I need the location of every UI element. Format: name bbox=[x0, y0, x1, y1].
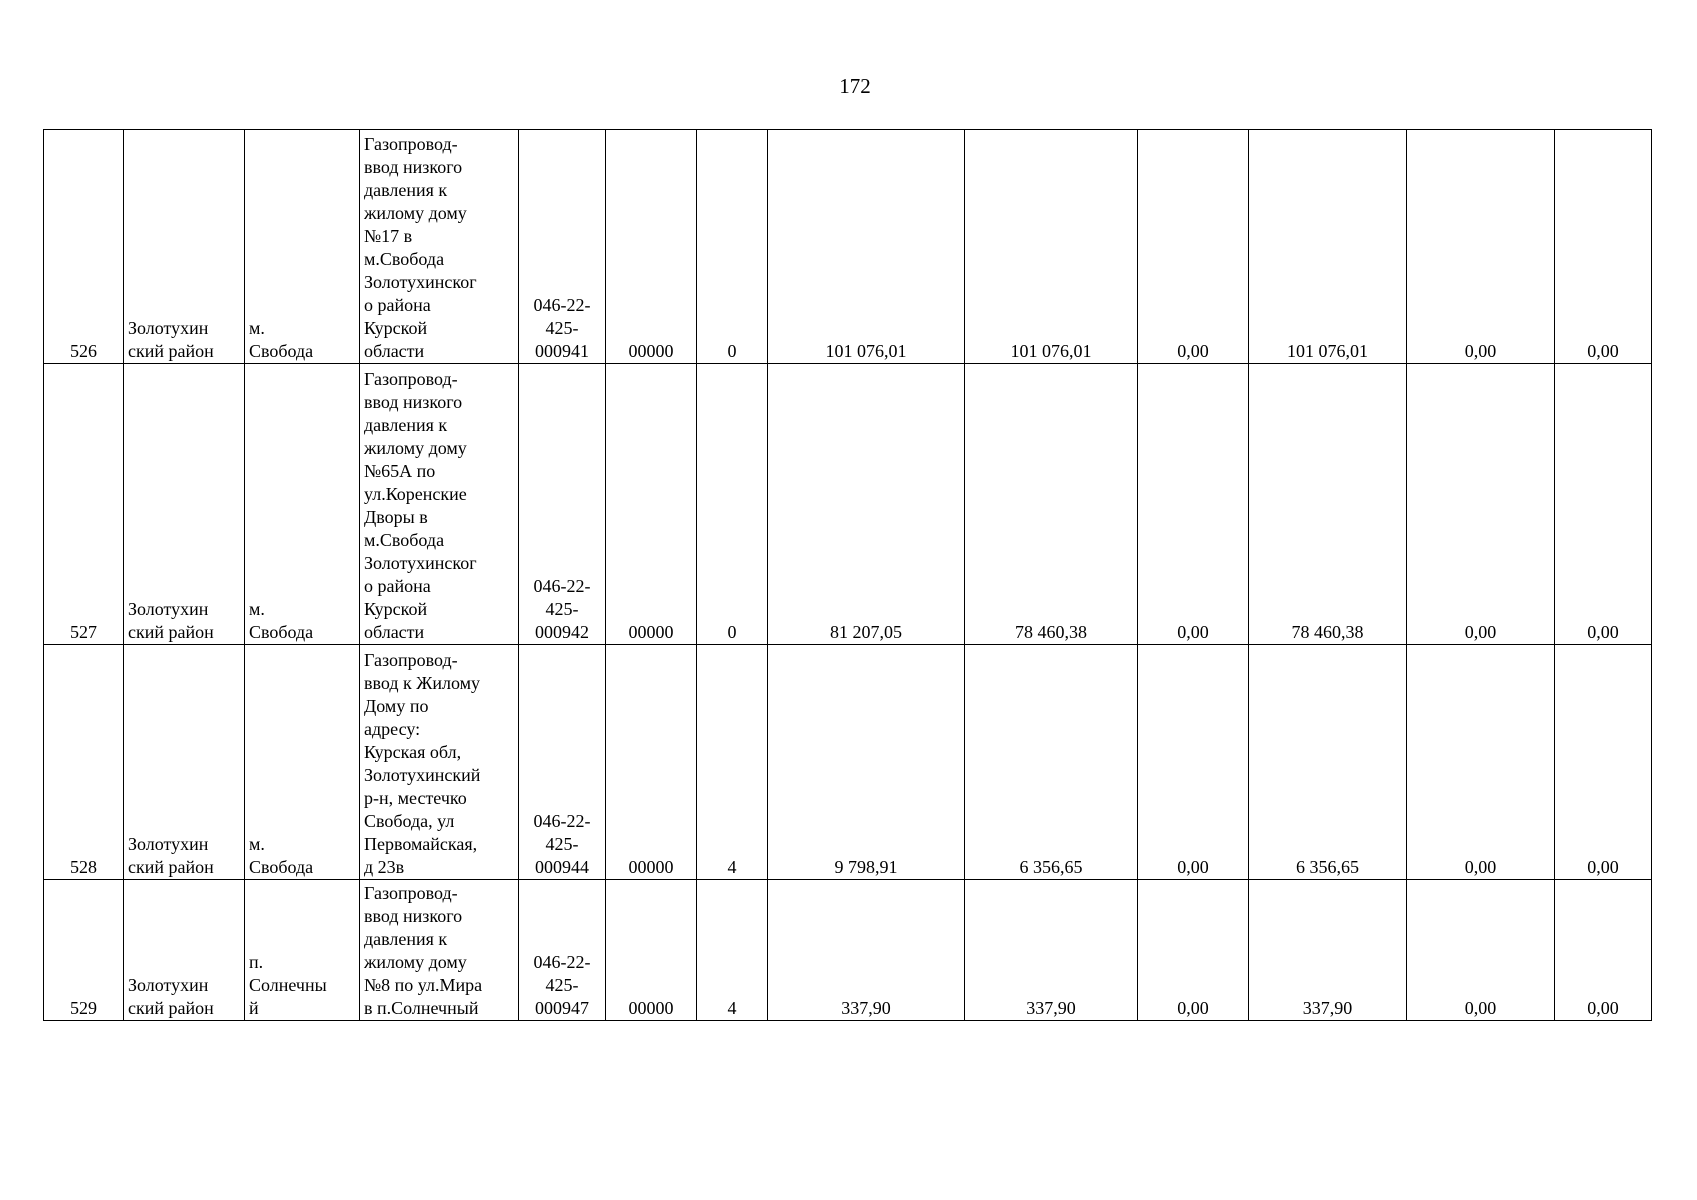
value-cell-6: 0,00 bbox=[1555, 645, 1652, 880]
cadastral-code-cell: 046-22- 425- 000944 bbox=[519, 645, 606, 880]
cadastral-code-cell: 046-22- 425- 000941 bbox=[519, 130, 606, 364]
code-cell: 00000 bbox=[606, 364, 697, 645]
table-row bbox=[44, 364, 1652, 645]
value-cell-4: 101 076,01 bbox=[1249, 130, 1407, 364]
row-number: 529 bbox=[44, 880, 124, 1021]
code-cell: 00000 bbox=[606, 880, 697, 1021]
code-cell: 00000 bbox=[606, 645, 697, 880]
object-name-cell: Газопровод- ввод низкого давления к жилому дому №65А по ул.Коренские Дворы в м.Свобода Золотухинског о района Курской области bbox=[360, 364, 519, 645]
value-cell-5: 0,00 bbox=[1407, 130, 1555, 364]
value-cell-3: 0,00 bbox=[1138, 880, 1249, 1021]
value-cell-1: 81 207,05 bbox=[768, 364, 965, 645]
table-row bbox=[44, 645, 1652, 880]
district-cell: Золотухин ский район bbox=[124, 645, 245, 880]
object-name-cell: Газопровод- ввод низкого давления к жилому дому №8 по ул.Мира в п.Солнечный bbox=[360, 880, 519, 1021]
table-row bbox=[44, 880, 1652, 1021]
cadastral-code-cell: 046-22- 425- 000947 bbox=[519, 880, 606, 1021]
value-cell-2: 101 076,01 bbox=[965, 130, 1138, 364]
locality-cell: м. Свобода bbox=[245, 645, 360, 880]
locality-cell: м. Свобода bbox=[245, 130, 360, 364]
value-cell-6: 0,00 bbox=[1555, 880, 1652, 1021]
count-cell: 0 bbox=[697, 364, 768, 645]
value-cell-4: 337,90 bbox=[1249, 880, 1407, 1021]
value-cell-4: 6 356,65 bbox=[1249, 645, 1407, 880]
locality-cell: м. Свобода bbox=[245, 364, 360, 645]
value-cell-2: 6 356,65 bbox=[965, 645, 1138, 880]
row-number: 528 bbox=[44, 645, 124, 880]
value-cell-5: 0,00 bbox=[1407, 880, 1555, 1021]
value-cell-4: 78 460,38 bbox=[1249, 364, 1407, 645]
value-cell-1: 101 076,01 bbox=[768, 130, 965, 364]
value-cell-1: 337,90 bbox=[768, 880, 965, 1021]
object-name-cell: Газопровод- ввод к Жилому Дому по адресу: Курская обл, Золотухинский р-н, местечко Свобода, ул Первомайская, д 23в bbox=[360, 645, 519, 880]
district-cell: Золотухин ский район bbox=[124, 364, 245, 645]
value-cell-5: 0,00 bbox=[1407, 364, 1555, 645]
table-row bbox=[44, 130, 1652, 364]
count-cell: 0 bbox=[697, 130, 768, 364]
count-cell: 4 bbox=[697, 645, 768, 880]
value-cell-3: 0,00 bbox=[1138, 645, 1249, 880]
value-cell-2: 337,90 bbox=[965, 880, 1138, 1021]
value-cell-5: 0,00 bbox=[1407, 645, 1555, 880]
value-cell-6: 0,00 bbox=[1555, 130, 1652, 364]
value-cell-6: 0,00 bbox=[1555, 364, 1652, 645]
code-cell: 00000 bbox=[606, 130, 697, 364]
value-cell-3: 0,00 bbox=[1138, 364, 1249, 645]
cadastral-code-cell: 046-22- 425- 000942 bbox=[519, 364, 606, 645]
assets-table bbox=[43, 129, 1652, 1021]
locality-cell: п. Солнечны й bbox=[245, 880, 360, 1021]
value-cell-2: 78 460,38 bbox=[965, 364, 1138, 645]
row-number: 527 bbox=[44, 364, 124, 645]
value-cell-1: 9 798,91 bbox=[768, 645, 965, 880]
district-cell: Золотухин ский район bbox=[124, 880, 245, 1021]
count-cell: 4 bbox=[697, 880, 768, 1021]
value-cell-3: 0,00 bbox=[1138, 130, 1249, 364]
object-name-cell: Газопровод- ввод низкого давления к жилому дому №17 в м.Свобода Золотухинског о района Курской области bbox=[360, 130, 519, 364]
page-number: 172 bbox=[839, 74, 871, 98]
row-number: 526 bbox=[44, 130, 124, 364]
district-cell: Золотухин ский район bbox=[124, 130, 245, 364]
